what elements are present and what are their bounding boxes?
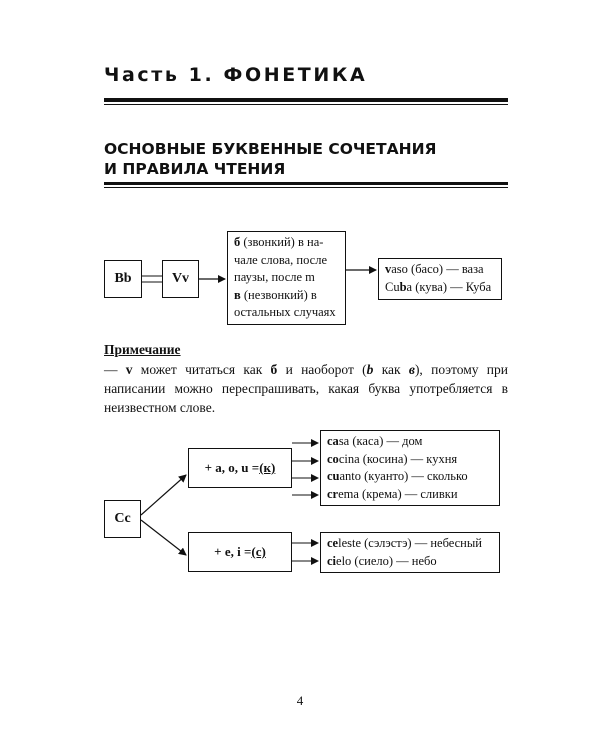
arrow-cc-to-rule2 xyxy=(141,520,186,555)
section-title-line2: И ПРАВИЛА ЧТЕНИЯ xyxy=(104,160,286,178)
part-title: Часть 1. ФОНЕТИКА xyxy=(104,64,368,86)
note-title: Примечание xyxy=(104,342,181,357)
note-text: — v может читаться как б и наоборот (b как в), поэтому при написании можно переспрашивать, какая буква употребляется в неизвестном слове. xyxy=(104,362,509,415)
rule-box-b xyxy=(227,231,346,325)
rule-b-line5: остальных случаях xyxy=(234,305,336,319)
example-c2-2: cielo (сиело) — небо xyxy=(327,553,437,568)
section-title-line1: ОСНОВНЫЕ БУКВЕННЫЕ СОЧЕТАНИЯ xyxy=(104,140,437,158)
rule-box-c2: + e, i = (с) xyxy=(188,532,292,572)
example-c2-1: celeste (сэлэстэ) — небесный xyxy=(327,536,482,550)
arrow-cc-to-rule1 xyxy=(141,475,186,515)
rule-b-line4: в (незвонкий) в xyxy=(234,287,317,302)
letter-box-vv: Vv xyxy=(162,260,199,298)
rule-c1-sound: (к) xyxy=(259,460,276,475)
examples-box-c1 xyxy=(320,430,500,506)
letter-box-cc: Cc xyxy=(104,500,141,538)
example-c1-2: cocina (косина) — кухня xyxy=(327,451,458,466)
example-b-1: vaso (басо) — ваза xyxy=(385,262,484,276)
rule-b-line2: чале слова, после xyxy=(234,252,328,267)
rule-b-line1: б (звонкий) в на- xyxy=(234,235,324,249)
rule-box-c1: + a, o, u = (к) xyxy=(188,448,292,488)
rule-c2-sound: (с) xyxy=(251,544,266,559)
examples-box-c2 xyxy=(320,532,500,573)
example-c1-1: casa (каса) — дом xyxy=(327,434,423,448)
rule-b-line3: паузы, после m xyxy=(234,270,315,284)
letter-box-bb: Bb xyxy=(104,260,142,298)
example-c1-3: cuanto (куанто) — сколько xyxy=(327,469,468,483)
examples-box-b xyxy=(378,258,502,300)
page-number: 4 xyxy=(296,693,304,708)
example-c1-4: crema (крема) — сливки xyxy=(327,486,458,501)
example-b-2: Cuba (кува) — Куба xyxy=(385,279,492,294)
